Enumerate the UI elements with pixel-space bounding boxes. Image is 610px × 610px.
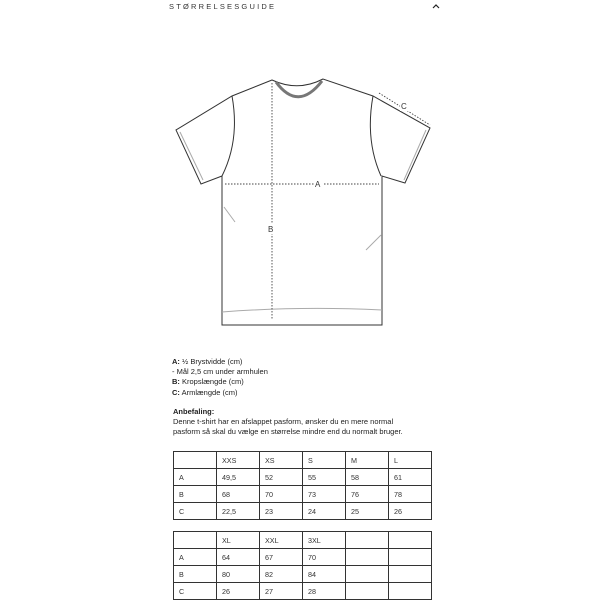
label-c: C	[401, 102, 407, 111]
table-row	[174, 503, 432, 520]
recommendation-line: pasform så skal du vælge en størrelse mindre end du normalt bruger.	[173, 427, 403, 437]
table-cell	[346, 583, 389, 600]
legend-c-key: C:	[172, 387, 180, 397]
table-cell: 70	[260, 486, 303, 503]
table-cell: 26	[217, 583, 260, 600]
table-cell: L	[389, 452, 432, 469]
legend-a-note: - Mål 2,5 cm under armhulen	[172, 367, 268, 377]
table-cell	[346, 532, 389, 549]
table-cell: 61	[389, 469, 432, 486]
table-cell	[346, 549, 389, 566]
table-cell: 28	[303, 583, 346, 600]
table-row	[174, 583, 432, 600]
table-row	[174, 486, 432, 503]
size-table-2	[173, 531, 432, 600]
table-cell: 64	[217, 549, 260, 566]
table-cell: 22,5	[217, 503, 260, 520]
table-cell: XXS	[217, 452, 260, 469]
table-cell: XS	[260, 452, 303, 469]
table-cell: S	[303, 452, 346, 469]
table-cell: 84	[303, 566, 346, 583]
table-cell: 23	[260, 503, 303, 520]
table-cell: C	[174, 503, 217, 520]
table-cell	[174, 532, 217, 549]
recommendation-title: Anbefaling:	[173, 407, 215, 416]
table-cell: 67	[260, 549, 303, 566]
table-cell: M	[346, 452, 389, 469]
table-cell: A	[174, 469, 217, 486]
table-cell: 80	[217, 566, 260, 583]
legend-b-text: Kropslængde (cm)	[179, 377, 244, 387]
table-cell: 70	[303, 549, 346, 566]
table-cell	[389, 583, 432, 600]
size-guide-title: STØRRELSESGUIDE	[169, 2, 277, 11]
table-header-row	[174, 532, 432, 549]
measurement-legend	[172, 357, 268, 398]
table-cell: 73	[303, 486, 346, 503]
table-cell: 25	[346, 503, 389, 520]
size-table-1	[173, 451, 432, 520]
tshirt-outline	[176, 79, 430, 325]
table-cell: 76	[346, 486, 389, 503]
table-cell: A	[174, 549, 217, 566]
table-cell: 55	[303, 469, 346, 486]
table-cell: 78	[389, 486, 432, 503]
table-cell: 26	[389, 503, 432, 520]
label-b: B	[268, 225, 274, 234]
table-cell	[389, 566, 432, 583]
table-cell: C	[174, 583, 217, 600]
label-a: A	[315, 180, 321, 189]
legend-a-key: A:	[172, 357, 180, 366]
table-cell: 49,5	[217, 469, 260, 486]
table-row	[174, 566, 432, 583]
recommendation-line: Denne t-shirt har en afslappet pasform, ønsker du en mere normal	[173, 417, 394, 427]
recommendation	[173, 407, 403, 438]
table-cell: 58	[346, 469, 389, 486]
table-cell: 27	[260, 583, 303, 600]
legend-c-text: Armlængde (cm)	[179, 387, 238, 397]
table-cell: 3XL	[303, 532, 346, 549]
legend-b-key: B:	[172, 377, 180, 387]
table-cell: 24	[303, 503, 346, 520]
table-cell	[346, 566, 389, 583]
table-cell	[389, 532, 432, 549]
table-cell: B	[174, 486, 217, 503]
table-cell	[389, 549, 432, 566]
legend-a-text: ½ Brystvidde (cm)	[179, 357, 243, 366]
table-cell: XL	[217, 532, 260, 549]
table-cell: 82	[260, 566, 303, 583]
table-row	[174, 469, 432, 486]
table-cell: 68	[217, 486, 260, 503]
table-row	[174, 549, 432, 566]
table-cell: B	[174, 566, 217, 583]
table-cell	[174, 452, 217, 469]
table-cell: XXL	[260, 532, 303, 549]
table-cell: 52	[260, 469, 303, 486]
table-header-row	[174, 452, 432, 469]
